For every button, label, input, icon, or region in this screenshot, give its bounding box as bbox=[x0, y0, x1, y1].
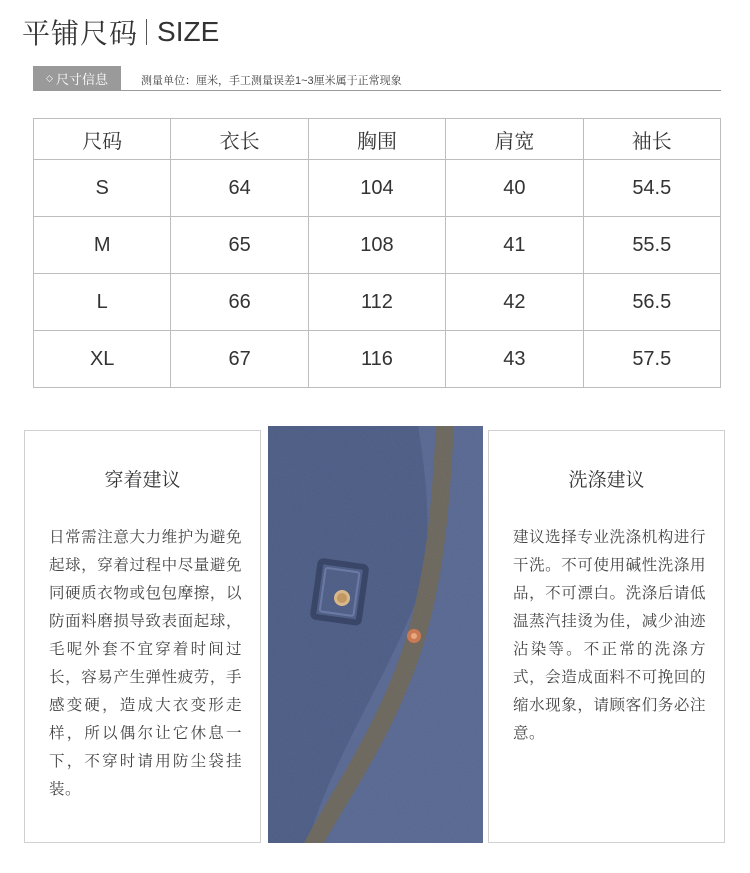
wear-advice-card bbox=[24, 430, 261, 843]
table-cell: 112 bbox=[308, 274, 445, 331]
table-cell: 67 bbox=[171, 331, 308, 388]
table-cell: 56.5 bbox=[583, 274, 720, 331]
table-cell: S bbox=[34, 160, 171, 217]
wear-advice-text: 日常需注意大力维护为避免起球，穿着过程中尽量避免同硬质衣物或包包摩擦，以防面料磨损导致表面起球，毛呢外套不宜穿着时间过长，容易产生弹性疲劳，手感变硬，造成大衣变形走样，所以偶尔让它休息一下，不穿时请用防尘袋挂装。 bbox=[49, 529, 242, 798]
wash-advice-text: 建议选择专业洗涤机构进行干洗。不可使用碱性洗涤用品，不可漂白。洗涤后请低温蒸汽挂烫为佳，减少油迹沾染等。不正常的洗涤方式，会造成面料不可挽回的缩水现象，请顾客们务必注意。 bbox=[513, 529, 706, 742]
wash-advice-card bbox=[488, 430, 725, 843]
fabric-detail-illustration bbox=[268, 426, 483, 843]
page-title bbox=[22, 12, 219, 52]
table-cell: 55.5 bbox=[583, 217, 720, 274]
table-cell: L bbox=[34, 274, 171, 331]
table-header-row bbox=[34, 119, 721, 160]
table-cell: 42 bbox=[446, 274, 583, 331]
wash-advice-title: 洗涤建议 bbox=[568, 470, 645, 491]
size-table bbox=[33, 118, 721, 388]
size-info-tag bbox=[33, 66, 121, 90]
table-cell: XL bbox=[34, 331, 171, 388]
table-cell: 65 bbox=[171, 217, 308, 274]
table-row bbox=[34, 331, 721, 388]
header-shoulder: 肩宽 bbox=[446, 119, 583, 160]
table-row bbox=[34, 160, 721, 217]
table-cell: M bbox=[34, 217, 171, 274]
header-size: 尺码 bbox=[34, 119, 171, 160]
fabric-detail-photo bbox=[268, 426, 483, 843]
table-cell: 43 bbox=[446, 331, 583, 388]
table-cell: 108 bbox=[308, 217, 445, 274]
size-info-label: 尺寸信息 bbox=[55, 71, 108, 87]
table-cell: 104 bbox=[308, 160, 445, 217]
title-cn: 平铺尺码 bbox=[22, 17, 139, 50]
size-info-bar bbox=[33, 66, 721, 91]
title-en: SIZE bbox=[157, 16, 220, 47]
table-row bbox=[34, 274, 721, 331]
diamond-icon: ◇ bbox=[46, 72, 53, 83]
measurement-note: 测量单位：厘米，手工测量误差1~3厘米属于正常现象 bbox=[141, 75, 402, 87]
table-row bbox=[34, 217, 721, 274]
table-cell: 40 bbox=[446, 160, 583, 217]
table-cell: 54.5 bbox=[583, 160, 720, 217]
table-cell: 41 bbox=[446, 217, 583, 274]
header-chest: 胸围 bbox=[308, 119, 445, 160]
title-divider bbox=[146, 19, 147, 45]
table-cell: 57.5 bbox=[583, 331, 720, 388]
header-sleeve: 袖长 bbox=[583, 119, 720, 160]
wear-advice-title: 穿着建议 bbox=[104, 470, 181, 491]
table-cell: 116 bbox=[308, 331, 445, 388]
table-cell: 64 bbox=[171, 160, 308, 217]
table-cell: 66 bbox=[171, 274, 308, 331]
header-length: 衣长 bbox=[171, 119, 308, 160]
